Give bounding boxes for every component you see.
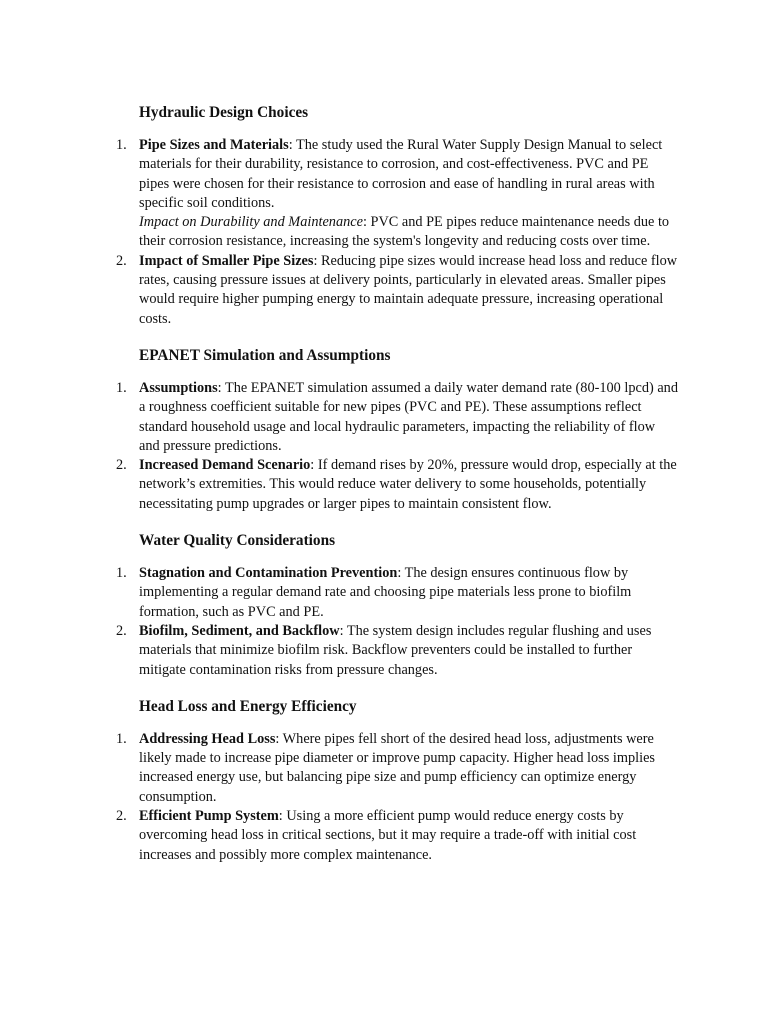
item-sub-italic: Impact on Durability and Maintenance: [139, 214, 363, 231]
list-item: [116, 564, 679, 622]
section-water-quality: [116, 531, 679, 680]
item-lead: Impact of Smaller Pipe Sizes: [139, 252, 314, 269]
section-hydraulic-design: [116, 103, 679, 329]
list-number: 1.: [116, 565, 127, 582]
item-lead: Stagnation and Contamination Prevention: [139, 565, 398, 582]
list-item: [116, 456, 679, 514]
item-lead: Efficient Pump System: [139, 808, 279, 825]
document-body: [116, 103, 679, 882]
numbered-list: [116, 730, 679, 865]
section-head-loss: [116, 697, 679, 865]
section-heading: Head Loss and Energy Efficiency: [139, 697, 357, 715]
list-item: [116, 807, 679, 865]
list-number: 2.: [116, 808, 127, 825]
list-item: [116, 379, 679, 456]
item-text: : If demand rises by 20%, pressure would drop, especially at the network’s extremities. This would reduce water delivery to some households, potentially necessitating pump upgrades or larger pipes to maintain consistent flow.: [139, 457, 677, 512]
item-text: : The study used the Rural Water Supply Design Manual to select materials for their durability, resistance to corrosion, and cost-effectiveness. PVC and PE pipes were chosen for their resistance to corrosion and ease of handling in rural areas with specific soil conditions.: [139, 137, 663, 211]
item-text: : The EPANET simulation assumed a daily water demand rate (80-100 lpcd) and a roughness coefficient suitable for new pipes (PVC and PE). These assumptions reflect standard household usage and local hydraulic parameters, impacting the reliability of flow and pressure predictions.: [139, 379, 678, 454]
list-item: [116, 622, 679, 680]
list-number: 1.: [116, 379, 127, 396]
numbered-list: [116, 564, 679, 680]
item-text: : Where pipes fell short of the desired head loss, adjustments were likely made to increase pipe diameter or improve pump capacity. Higher head loss implies increased energy use, but balancing pipe size and pump efficiency can optimize energy consumption.: [139, 730, 655, 805]
item-text: : The system design includes regular flushing and uses materials that minimize biofilm risk. Backflow preventers could be installed to further mitigate contamination risks from pressure changes.: [139, 622, 652, 678]
list-number: 1.: [116, 730, 127, 747]
list-item: [116, 730, 679, 807]
list-number: 2.: [116, 457, 127, 474]
item-sub-text: : PVC and PE pipes reduce maintenance needs due to their corrosion resistance, increasing the system's longevity and reducing costs over time.: [139, 214, 670, 250]
item-lead: Pipe Sizes and Materials: [139, 137, 289, 153]
list-item: [116, 252, 679, 329]
section-heading: EPANET Simulation and Assumptions: [139, 346, 391, 364]
numbered-list: [116, 136, 679, 329]
section-epanet-simulation: [116, 346, 679, 514]
list-number: 2.: [116, 622, 127, 639]
item-subparagraph: [139, 213, 679, 252]
item-text: : Reducing pipe sizes would increase head loss and reduce flow rates, causing pressure issues at delivery points, particularly in elevated areas. Smaller pipes would require higher pumping energy to maintain adequate pressure, increasing operational costs.: [139, 252, 678, 327]
numbered-list: [116, 379, 679, 514]
item-lead: Assumptions: [139, 379, 218, 396]
list-item: [116, 136, 679, 252]
item-lead: Increased Demand Scenario: [139, 457, 311, 474]
item-text: : The design ensures continuous flow by implementing a regular demand rate and choosing pipe materials less prone to biofilm formation, such as PVC and PE.: [139, 565, 632, 620]
section-heading: Hydraulic Design Choices: [139, 104, 309, 121]
list-number: 2.: [116, 252, 127, 269]
item-lead: Biofilm, Sediment, and Backflow: [139, 622, 340, 639]
list-number: 1.: [116, 137, 127, 153]
item-lead: Addressing Head Loss: [139, 730, 276, 747]
section-heading: Water Quality Considerations: [139, 532, 336, 550]
item-text: : Using a more efficient pump would reduce energy costs by overcoming head loss in critical sections, but it may require a trade-off with initial cost increases and possibly more complex maintenance.: [139, 808, 637, 863]
